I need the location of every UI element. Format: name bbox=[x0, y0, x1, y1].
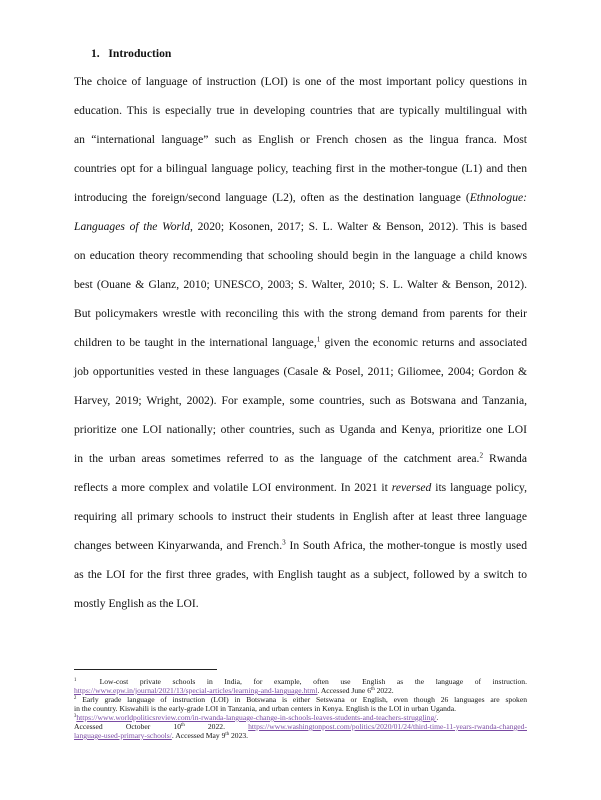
paragraph-line: mostly English as the LOI. bbox=[74, 597, 199, 610]
footnote-text: 2023. bbox=[229, 731, 249, 740]
paragraph-line: education. This is especially true in developing countries that are typically multilingual with bbox=[74, 104, 527, 117]
footnote-ref-1[interactable]: 1 bbox=[316, 335, 321, 344]
text-span: Rwanda bbox=[483, 452, 527, 465]
footnote-link[interactable]: language-used-primary-schools/ bbox=[74, 731, 172, 740]
section-number: 1. bbox=[91, 47, 100, 60]
paragraph-line bbox=[74, 452, 527, 466]
footnote-link[interactable]: https://www.epw.in/journal/2021/13/special-articles/learning-and-language.html bbox=[74, 686, 318, 695]
paragraph-line bbox=[74, 191, 527, 205]
paragraph-line: countries opt for a bilingual language policy, teaching first in the mother-tongue (L1) and then bbox=[74, 162, 527, 175]
paragraph-line: an “international language” such as English or French chosen as the lingua franca. Most bbox=[74, 133, 527, 146]
paragraph-line: job opportunities vested in these languages (Casale & Posel, 2011; Giliomee, 2004; Gordon & bbox=[74, 365, 527, 378]
footnote-separator bbox=[74, 669, 217, 670]
text-span: in the urban areas sometimes referred to as the language of the catchment area. bbox=[74, 452, 480, 465]
paragraph-line: prioritize one LOI nationally; other countries, such as Uganda and Kenya, prioritize one LOI bbox=[74, 423, 527, 436]
section-heading bbox=[91, 47, 171, 61]
paragraph-line: The choice of language of instruction (LOI) is one of the most important policy questions in bbox=[74, 75, 527, 88]
paragraph-line bbox=[74, 539, 527, 553]
italic-span: Ethnologue: bbox=[469, 191, 527, 204]
footnote-text: . Accessed May 9 bbox=[171, 731, 226, 740]
ordinal-suffix: th bbox=[181, 722, 185, 728]
footnote-text: 2022. bbox=[184, 722, 249, 731]
footnote-3-cont bbox=[74, 731, 527, 740]
text-span: its language policy, bbox=[431, 481, 527, 494]
footnote-text: Early grade language of instruction (LOI) in Botswana is either Setswana or English, even though 26 languages are spoken bbox=[76, 695, 527, 704]
text-span: children to be taught in the international language, bbox=[74, 336, 317, 349]
paragraph-line: requiring all primary schools to instruct their students in English after at least three language bbox=[74, 510, 527, 523]
footnote-1-cont bbox=[74, 686, 527, 695]
footnote-text: . bbox=[436, 713, 439, 722]
paragraph-line: Harvey, 2019; Wright, 2002). For example, some countries, such as Botswana and Tanzania, bbox=[74, 394, 527, 407]
footnote-mark: 1 bbox=[74, 677, 77, 683]
footnote-1 bbox=[74, 677, 527, 686]
text-span: reflects a more complex and volatile LOI environment. In 2021 it bbox=[74, 481, 392, 494]
text-span: changes between Kinyarwanda, and French. bbox=[74, 539, 283, 552]
footnote-2-cont: in the country. Kiswahili is the early-grade LOI in Tanzania, and urban centers in Kenya. English is the LOI in urban Uganda. bbox=[74, 704, 456, 713]
section-title: Introduction bbox=[108, 47, 172, 60]
italic-span: Languages of the World bbox=[74, 220, 191, 233]
footnote-3 bbox=[74, 713, 527, 722]
italic-span: reversed bbox=[391, 481, 432, 494]
footnote-3-cont bbox=[74, 722, 527, 731]
ordinal-suffix: th bbox=[371, 686, 375, 692]
text-span: introducing the foreign/second language (L2), often as the destination language ( bbox=[74, 191, 470, 204]
footnote-text: Low-cost private schools in India, for example, often use English as the language of instruction. bbox=[99, 677, 528, 686]
footnote-link[interactable]: https://www.washingtonpost.com/politics/2020/01/24/third-time-11-years-rwanda-changed- bbox=[248, 722, 527, 731]
footnote-2 bbox=[74, 695, 527, 704]
paragraph-line bbox=[74, 336, 527, 350]
footnote-ref-2[interactable]: 2 bbox=[479, 451, 484, 460]
footnote-text: . Accessed June 6 bbox=[317, 686, 372, 695]
footnote-ref-3[interactable]: 3 bbox=[282, 538, 286, 547]
text-span: , 2020; Kosonen, 2017; S. L. Walter & Benson, 2012). This is based bbox=[190, 220, 527, 233]
paragraph-line: But policymakers wrestle with reconciling this with the strong demand from parents for their bbox=[74, 307, 527, 320]
footnote-text: 2022. bbox=[374, 686, 394, 695]
ordinal-suffix: th bbox=[225, 731, 230, 737]
footnote-link[interactable]: https://www.worldpoliticsreview.com/in-rwanda-language-change-in-schools-leaves-students-and-teachers-struggling/ bbox=[76, 713, 437, 722]
paragraph-line bbox=[74, 481, 527, 495]
paragraph-line bbox=[74, 220, 527, 234]
text-span: In South Africa, the mother-tongue is mostly used bbox=[285, 539, 527, 552]
paragraph-line: as the LOI for the first three grades, with English taught as a subject, followed by a switch to bbox=[74, 568, 527, 581]
footnote-mark: 3 bbox=[74, 713, 77, 719]
footnote-mark: 2 bbox=[74, 695, 77, 701]
text-span: given the economic returns and associated bbox=[320, 336, 527, 349]
footnote-text: Accessed October 10 bbox=[74, 722, 182, 731]
paragraph-line: best (Ouane & Glanz, 2010; UNESCO, 2003; S. Walter, 2010; S. L. Walter & Benson, 2012). bbox=[74, 278, 527, 291]
paragraph-line: on education theory recommending that schooling should begin in the language a child knows bbox=[74, 249, 527, 262]
